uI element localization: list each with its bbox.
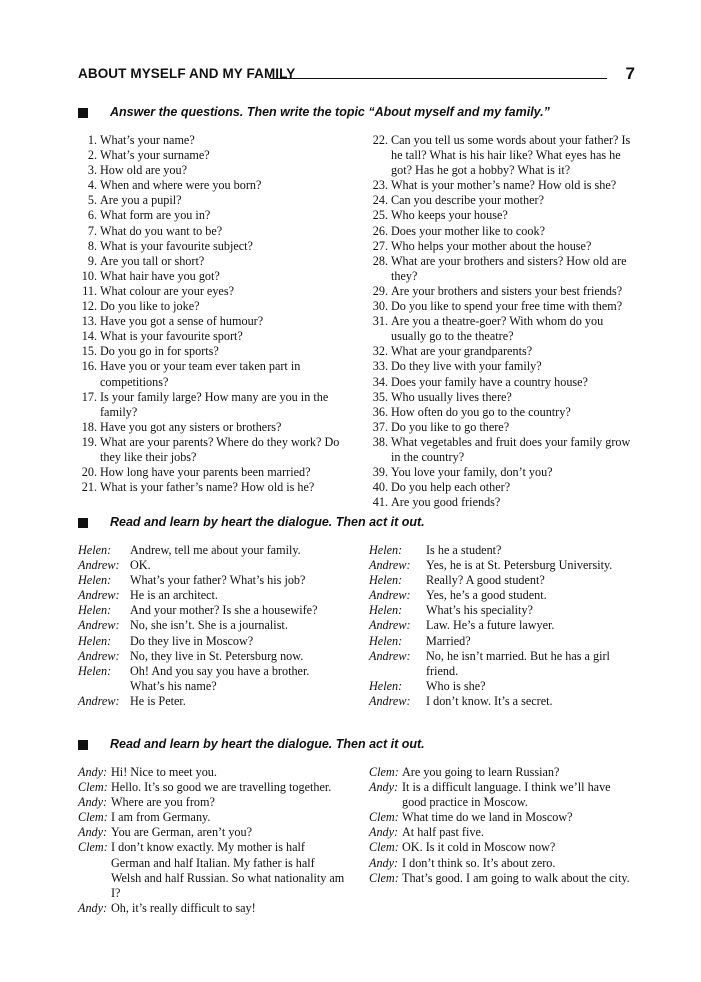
utterance-text: What’s your father? What’s his job?: [130, 573, 306, 588]
speaker-name: Clem:: [78, 840, 108, 855]
speaker-name: Andrew:: [369, 648, 411, 663]
utterance-text: He is Peter.: [130, 693, 186, 708]
question-text: How long have your parents been married?: [100, 465, 311, 480]
dialogue-line: [78, 558, 346, 573]
question-item: [78, 435, 344, 465]
question-text: You love your family, don’t you?: [391, 465, 553, 480]
question-number: 36.: [372, 404, 388, 419]
question-item: [369, 465, 635, 480]
question-item: [78, 314, 344, 329]
question-number: 33.: [372, 359, 388, 374]
utterance-text: That’s good. I am going to walk about the city.: [402, 870, 630, 885]
utterance-text: I don’t know. It’s a secret.: [426, 693, 553, 708]
question-text: What are your grandparents?: [391, 344, 533, 359]
question-text: How often do you go to the country?: [391, 404, 571, 419]
dialogue-line: [369, 840, 637, 855]
question-item: [78, 329, 344, 344]
dialogue-line: [369, 694, 637, 709]
utterance-text: I don’t know exactly. My mother is half German and half Italian. My father is half Welsh and half Russian. So what nationality am I?: [111, 840, 345, 900]
question-number: 1.: [87, 133, 97, 147]
speaker-name: Clem:: [78, 810, 108, 825]
bullet-square-icon: [78, 740, 88, 750]
question-text: Do you help each other?: [391, 480, 511, 495]
speaker-name: Clem:: [369, 810, 399, 825]
question-number: 21.: [81, 480, 97, 495]
question-item: [78, 344, 344, 359]
question-item: [78, 254, 344, 269]
questions-left-column: [78, 133, 344, 495]
question-text: What’s your surname?: [100, 148, 210, 163]
question-number: 40.: [372, 480, 388, 495]
dialogue-line: [369, 825, 637, 840]
speaker-name: Helen:: [369, 633, 403, 648]
question-item: [369, 224, 635, 239]
question-number: 9.: [87, 253, 97, 268]
speaker-name: Andy:: [78, 825, 108, 840]
utterance-text: No, they live in St. Petersburg now.: [130, 648, 304, 663]
question-item: [78, 148, 344, 163]
question-number: 39.: [372, 465, 388, 480]
dialogue-line: [78, 618, 346, 633]
dialogue-line: [369, 634, 637, 649]
question-item: [369, 133, 635, 178]
question-number: 27.: [372, 238, 388, 253]
dialogue-line: [369, 618, 637, 633]
dialogue-line: [369, 573, 637, 588]
question-number: 16.: [81, 359, 97, 374]
question-item: [78, 480, 344, 495]
speaker-name: Helen:: [369, 678, 403, 693]
question-number: 6.: [87, 208, 97, 223]
question-number: 29.: [372, 283, 388, 298]
speaker-name: Clem:: [369, 765, 399, 779]
question-number: 28.: [372, 253, 388, 268]
dialogue-line: [78, 603, 346, 618]
question-text: Do you like to joke?: [100, 299, 200, 314]
question-number: 24.: [372, 193, 388, 208]
header-rule: [270, 78, 607, 79]
utterance-text: Law. He’s a future lawyer.: [426, 618, 555, 633]
bullet-square-icon: [78, 518, 88, 528]
dialogue2-left-column: [78, 765, 346, 916]
question-item: [78, 299, 344, 314]
speaker-name: Andy:: [369, 780, 399, 795]
dialogue-line: [369, 871, 637, 886]
utterance-text: Are you going to learn Russian?: [402, 765, 560, 779]
speaker-name: Andy:: [78, 900, 108, 915]
question-text: Have you got any sisters or brothers?: [100, 419, 282, 434]
question-item: [369, 420, 635, 435]
question-item: [78, 390, 344, 420]
question-text: Who helps your mother about the house?: [391, 238, 592, 253]
utterance-text: Andrew, tell me about your family.: [130, 543, 301, 557]
question-item: [369, 208, 635, 223]
question-text: Do you like to go there?: [391, 419, 510, 434]
question-item: [369, 178, 635, 193]
speaker-name: Andrew:: [78, 618, 120, 633]
speaker-name: Andrew:: [78, 693, 120, 708]
question-text: Can you describe your mother?: [391, 193, 544, 208]
utterance-text: Hi! Nice to meet you.: [111, 765, 217, 779]
question-number: 31.: [372, 314, 388, 329]
dialogue-line: [369, 558, 637, 573]
dialogue-line: [78, 810, 346, 825]
question-item: [369, 375, 635, 390]
question-text: What is your favourite sport?: [100, 329, 243, 344]
dialogue-line: [78, 573, 346, 588]
question-item: [78, 239, 344, 254]
question-item: [369, 480, 635, 495]
question-text: What is your father’s name? How old is he?: [100, 480, 315, 495]
question-text: Is your family large? How many are you in the family?: [100, 389, 329, 419]
question-number: 37.: [372, 419, 388, 434]
question-item: [369, 239, 635, 254]
utterance-text: OK. Is it cold in Moscow now?: [402, 840, 556, 855]
utterance-text: OK.: [130, 558, 151, 573]
speaker-name: Andy:: [78, 795, 108, 810]
utterance-text: Where are you from?: [111, 795, 215, 810]
question-item: [78, 359, 344, 389]
dialogue-line: [78, 780, 346, 795]
question-item: [78, 420, 344, 435]
question-text: Do they live with your family?: [391, 359, 542, 374]
question-text: Does your mother like to cook?: [391, 223, 545, 238]
utterance-text: Oh! And you say you have a brother. What’s his name?: [130, 663, 310, 693]
speaker-name: Andrew:: [78, 588, 120, 603]
utterance-text: What’s his speciality?: [426, 603, 533, 618]
question-number: 5.: [87, 193, 97, 208]
question-number: 32.: [372, 344, 388, 359]
question-item: [78, 193, 344, 208]
speaker-name: Helen:: [78, 543, 112, 557]
utterance-text: Oh, it’s really difficult to say!: [111, 900, 256, 915]
question-text: Are you tall or short?: [100, 253, 205, 268]
question-number: 4.: [87, 178, 97, 193]
question-number: 17.: [81, 389, 97, 404]
question-text: Are you good friends?: [391, 495, 501, 510]
questions-right-column: [369, 133, 635, 510]
dialogue-line: [78, 694, 346, 709]
question-text: Can you tell us some words about your father? Is he tall? What is his hair like? What eyes has he got? Has he got a hobby? What is it?: [391, 133, 631, 178]
dialogue2-right-column: [369, 765, 637, 886]
question-text: How old are you?: [100, 163, 187, 178]
speaker-name: Clem:: [369, 840, 399, 855]
utterance-text: Do they live in Moscow?: [130, 633, 254, 648]
question-text: What hair have you got?: [100, 268, 220, 283]
utterance-text: You are German, aren’t you?: [111, 825, 253, 840]
question-item: [78, 284, 344, 299]
speaker-name: Clem:: [78, 780, 108, 795]
speaker-name: Andy:: [78, 765, 108, 779]
speaker-name: Andrew:: [78, 558, 120, 573]
dialogue-line: [78, 649, 346, 664]
question-item: [78, 133, 344, 148]
question-number: 25.: [372, 208, 388, 223]
dialogue1-right-column: [369, 543, 637, 709]
utterance-text: Yes, he is at St. Petersburg University.: [426, 558, 613, 573]
question-number: 3.: [87, 163, 97, 178]
question-item: [369, 495, 635, 510]
header-title: ABOUT MYSELF AND MY FAMILY: [78, 66, 296, 81]
speaker-name: Clem:: [369, 870, 399, 885]
question-text: Do you go in for sports?: [100, 344, 219, 359]
question-item: [369, 193, 635, 208]
question-number: 12.: [81, 299, 97, 314]
utterance-text: Married?: [426, 633, 471, 648]
question-item: [369, 284, 635, 299]
dialogue-line: [78, 588, 346, 603]
speaker-name: Helen:: [78, 633, 112, 648]
question-item: [78, 178, 344, 193]
question-number: 7.: [87, 223, 97, 238]
question-number: 23.: [372, 178, 388, 193]
utterance-text: I don’t think so. It’s about zero.: [402, 855, 556, 870]
question-number: 19.: [81, 434, 97, 449]
question-text: Does your family have a country house?: [391, 374, 588, 389]
question-number: 13.: [81, 314, 97, 329]
question-text: What form are you in?: [100, 208, 211, 223]
dialogue-line: [78, 825, 346, 840]
speaker-name: Helen:: [369, 543, 403, 557]
question-number: 11.: [82, 283, 97, 298]
utterance-text: What time do we land in Moscow?: [402, 810, 573, 825]
speaker-name: Andy:: [369, 825, 399, 840]
question-number: 18.: [81, 419, 97, 434]
question-item: [369, 435, 635, 465]
question-text: What vegetables and fruit does your family grow in the country?: [391, 434, 631, 464]
question-text: Are your brothers and sisters your best friends?: [391, 283, 623, 298]
question-text: Who keeps your house?: [391, 208, 508, 223]
question-item: [78, 224, 344, 239]
bullet-square-icon: [78, 108, 88, 118]
dialogue-line: [78, 901, 346, 916]
question-text: What are your parents? Where do they work? Do they like their jobs?: [100, 434, 340, 464]
question-number: 30.: [372, 299, 388, 314]
utterance-text: Is he a student?: [426, 543, 502, 557]
utterance-text: He is an architect.: [130, 588, 218, 603]
dialogue-line: [78, 795, 346, 810]
question-number: 38.: [372, 434, 388, 449]
question-item: [369, 299, 635, 314]
question-item: [78, 465, 344, 480]
question-text: When and where were you born?: [100, 178, 262, 193]
speaker-name: Andrew:: [369, 618, 411, 633]
question-number: 10.: [81, 268, 97, 283]
dialogue-line: [369, 810, 637, 825]
question-text: What do you want to be?: [100, 223, 223, 238]
page-number: 7: [625, 64, 635, 83]
speaker-name: Andrew:: [78, 648, 120, 663]
question-number: 20.: [81, 465, 97, 480]
question-number: 14.: [81, 329, 97, 344]
question-text: Have you or your team ever taken part in competitions?: [100, 359, 301, 389]
question-item: [78, 269, 344, 284]
dialogue-line: [78, 765, 346, 780]
running-header: [78, 66, 635, 86]
question-item: [369, 359, 635, 374]
question-item: [78, 208, 344, 223]
speaker-name: Andy:: [369, 855, 399, 870]
speaker-name: Helen:: [369, 573, 403, 588]
question-text: Who usually lives there?: [391, 389, 512, 404]
question-number: 8.: [87, 238, 97, 253]
question-number: 34.: [372, 374, 388, 389]
question-number: 22.: [372, 133, 388, 147]
question-item: [369, 254, 635, 284]
utterance-text: No, he isn’t married. But he has a girl friend.: [426, 648, 610, 678]
question-text: What are your brothers and sisters? How old are they?: [391, 253, 627, 283]
utterance-text: No, she isn’t. She is a journalist.: [130, 618, 288, 633]
dialogue-line: [369, 543, 637, 558]
speaker-name: Helen:: [78, 663, 112, 678]
speaker-name: Helen:: [369, 603, 403, 618]
dialogue-line: [369, 765, 637, 780]
utterance-text: Hello. It’s so good we are travelling together.: [111, 780, 332, 795]
question-item: [369, 344, 635, 359]
dialogue-line: [78, 634, 346, 649]
question-number: 15.: [81, 344, 97, 359]
dialogue-line: [78, 543, 346, 558]
speaker-name: Helen:: [78, 603, 112, 618]
question-text: What colour are your eyes?: [100, 283, 234, 298]
dialogue-line: [369, 856, 637, 871]
speaker-name: Andrew:: [369, 558, 411, 573]
dialogue-line: [369, 679, 637, 694]
question-item: [369, 390, 635, 405]
question-text: What is your mother’s name? How old is she?: [391, 178, 617, 193]
utterance-text: And your mother? Is she a housewife?: [130, 603, 318, 618]
dialogue-line: [369, 780, 637, 810]
section3-heading-text: Read and learn by heart the dialogue. Then act it out.: [110, 737, 425, 751]
utterance-text: It is a difficult language. I think we’ll have good practice in Moscow.: [402, 780, 611, 810]
utterance-text: Really? A good student?: [426, 573, 545, 588]
utterance-text: Who is she?: [426, 678, 486, 693]
speaker-name: Helen:: [78, 573, 112, 588]
dialogue-line: [78, 664, 346, 694]
speaker-name: Andrew:: [369, 588, 411, 603]
question-item: [78, 163, 344, 178]
question-number: 2.: [87, 148, 97, 163]
question-text: What’s your name?: [100, 133, 195, 147]
speaker-name: Andrew:: [369, 693, 411, 708]
dialogue-line: [369, 588, 637, 603]
utterance-text: At half past five.: [402, 825, 484, 840]
question-text: Have you got a sense of humour?: [100, 314, 264, 329]
section1-heading-text: Answer the questions. Then write the topic “About myself and my family.”: [110, 105, 550, 119]
dialogue1-left-column: [78, 543, 346, 709]
question-text: Are you a pupil?: [100, 193, 182, 208]
question-text: Do you like to spend your free time with them?: [391, 299, 623, 314]
question-number: 35.: [372, 389, 388, 404]
question-text: Are you a theatre-goer? With whom do you usually go to the theatre?: [391, 314, 604, 344]
question-item: [369, 405, 635, 420]
question-number: 41.: [372, 495, 388, 510]
question-number: 26.: [372, 223, 388, 238]
question-text: What is your favourite subject?: [100, 238, 253, 253]
question-item: [369, 314, 635, 344]
utterance-text: Yes, he’s a good student.: [426, 588, 547, 603]
section2-heading-text: Read and learn by heart the dialogue. Then act it out.: [110, 515, 425, 529]
dialogue-line: [78, 840, 346, 900]
dialogue-line: [369, 603, 637, 618]
utterance-text: I am from Germany.: [111, 810, 211, 825]
dialogue-line: [369, 649, 637, 679]
